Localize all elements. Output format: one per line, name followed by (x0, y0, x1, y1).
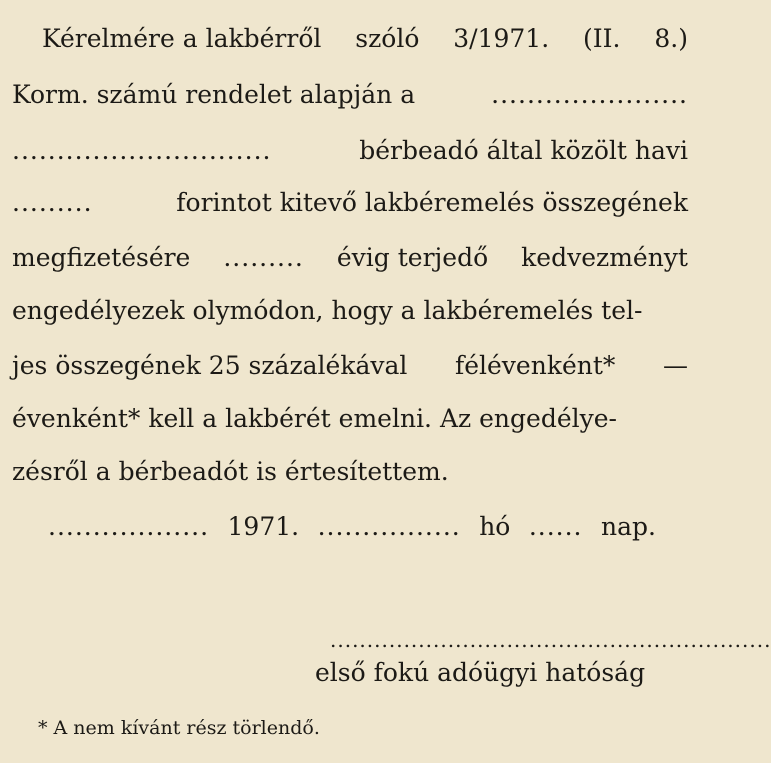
body-line-7 (12, 351, 688, 381)
text-segment: kedvezményt (521, 243, 688, 272)
body-line-1 (42, 24, 688, 54)
text-segment: évenként* kell a lakbérét emelni. Az engedélye- (12, 404, 617, 433)
year-text: 1971. (227, 512, 300, 541)
place-dots: .................. (48, 512, 210, 541)
text-segment: (II. (583, 24, 621, 53)
date-line (48, 512, 656, 542)
text-segment: bérbeadó által közölt havi (359, 136, 688, 165)
text-segment: jes összegének 25 százalékával (12, 351, 408, 380)
body-line-6 (12, 296, 688, 326)
day-dots: ...... (528, 512, 583, 541)
text-segment: megfizetésére (12, 243, 191, 272)
text-segment: — (662, 351, 688, 380)
text-segment: szóló (355, 24, 420, 53)
month-word: hó (479, 512, 511, 541)
footnote: * A nem kívánt rész törlendő. (38, 717, 320, 739)
text-segment: forintot kitevő lakbéremelés összegének (176, 188, 688, 217)
month-dots: ................ (317, 512, 461, 541)
signature-label: első fokú adóügyi hatóság (315, 658, 646, 687)
text-segment: engedélyezek olymódon, hogy a lakbéremelés tel- (12, 296, 643, 325)
text-segment: 3/1971. (453, 24, 550, 53)
blank-dots: ......... (223, 243, 304, 272)
body-line-8 (12, 404, 688, 434)
signature-dots: ............................................................ (330, 628, 771, 652)
body-line-9: zésről a bérbeadót is értesítettem. (12, 457, 449, 486)
text-segment: félévenként* (454, 351, 616, 380)
blank-dots: ............................. (12, 136, 272, 165)
blank-dots: ......... (12, 188, 93, 217)
body-line-4 (12, 188, 688, 218)
body-line-2 (12, 80, 688, 110)
blank-dots: ...................... (491, 80, 688, 109)
text-segment: Kérelmére a lakbérről (42, 24, 322, 53)
body-line-5 (12, 243, 688, 273)
body-line-3 (12, 136, 688, 166)
day-word: nap. (600, 512, 656, 541)
text-segment: 8.) (654, 24, 688, 53)
text-segment: évig terjedő (336, 243, 489, 272)
text-segment: Korm. számú rendelet alapján a (12, 80, 416, 109)
